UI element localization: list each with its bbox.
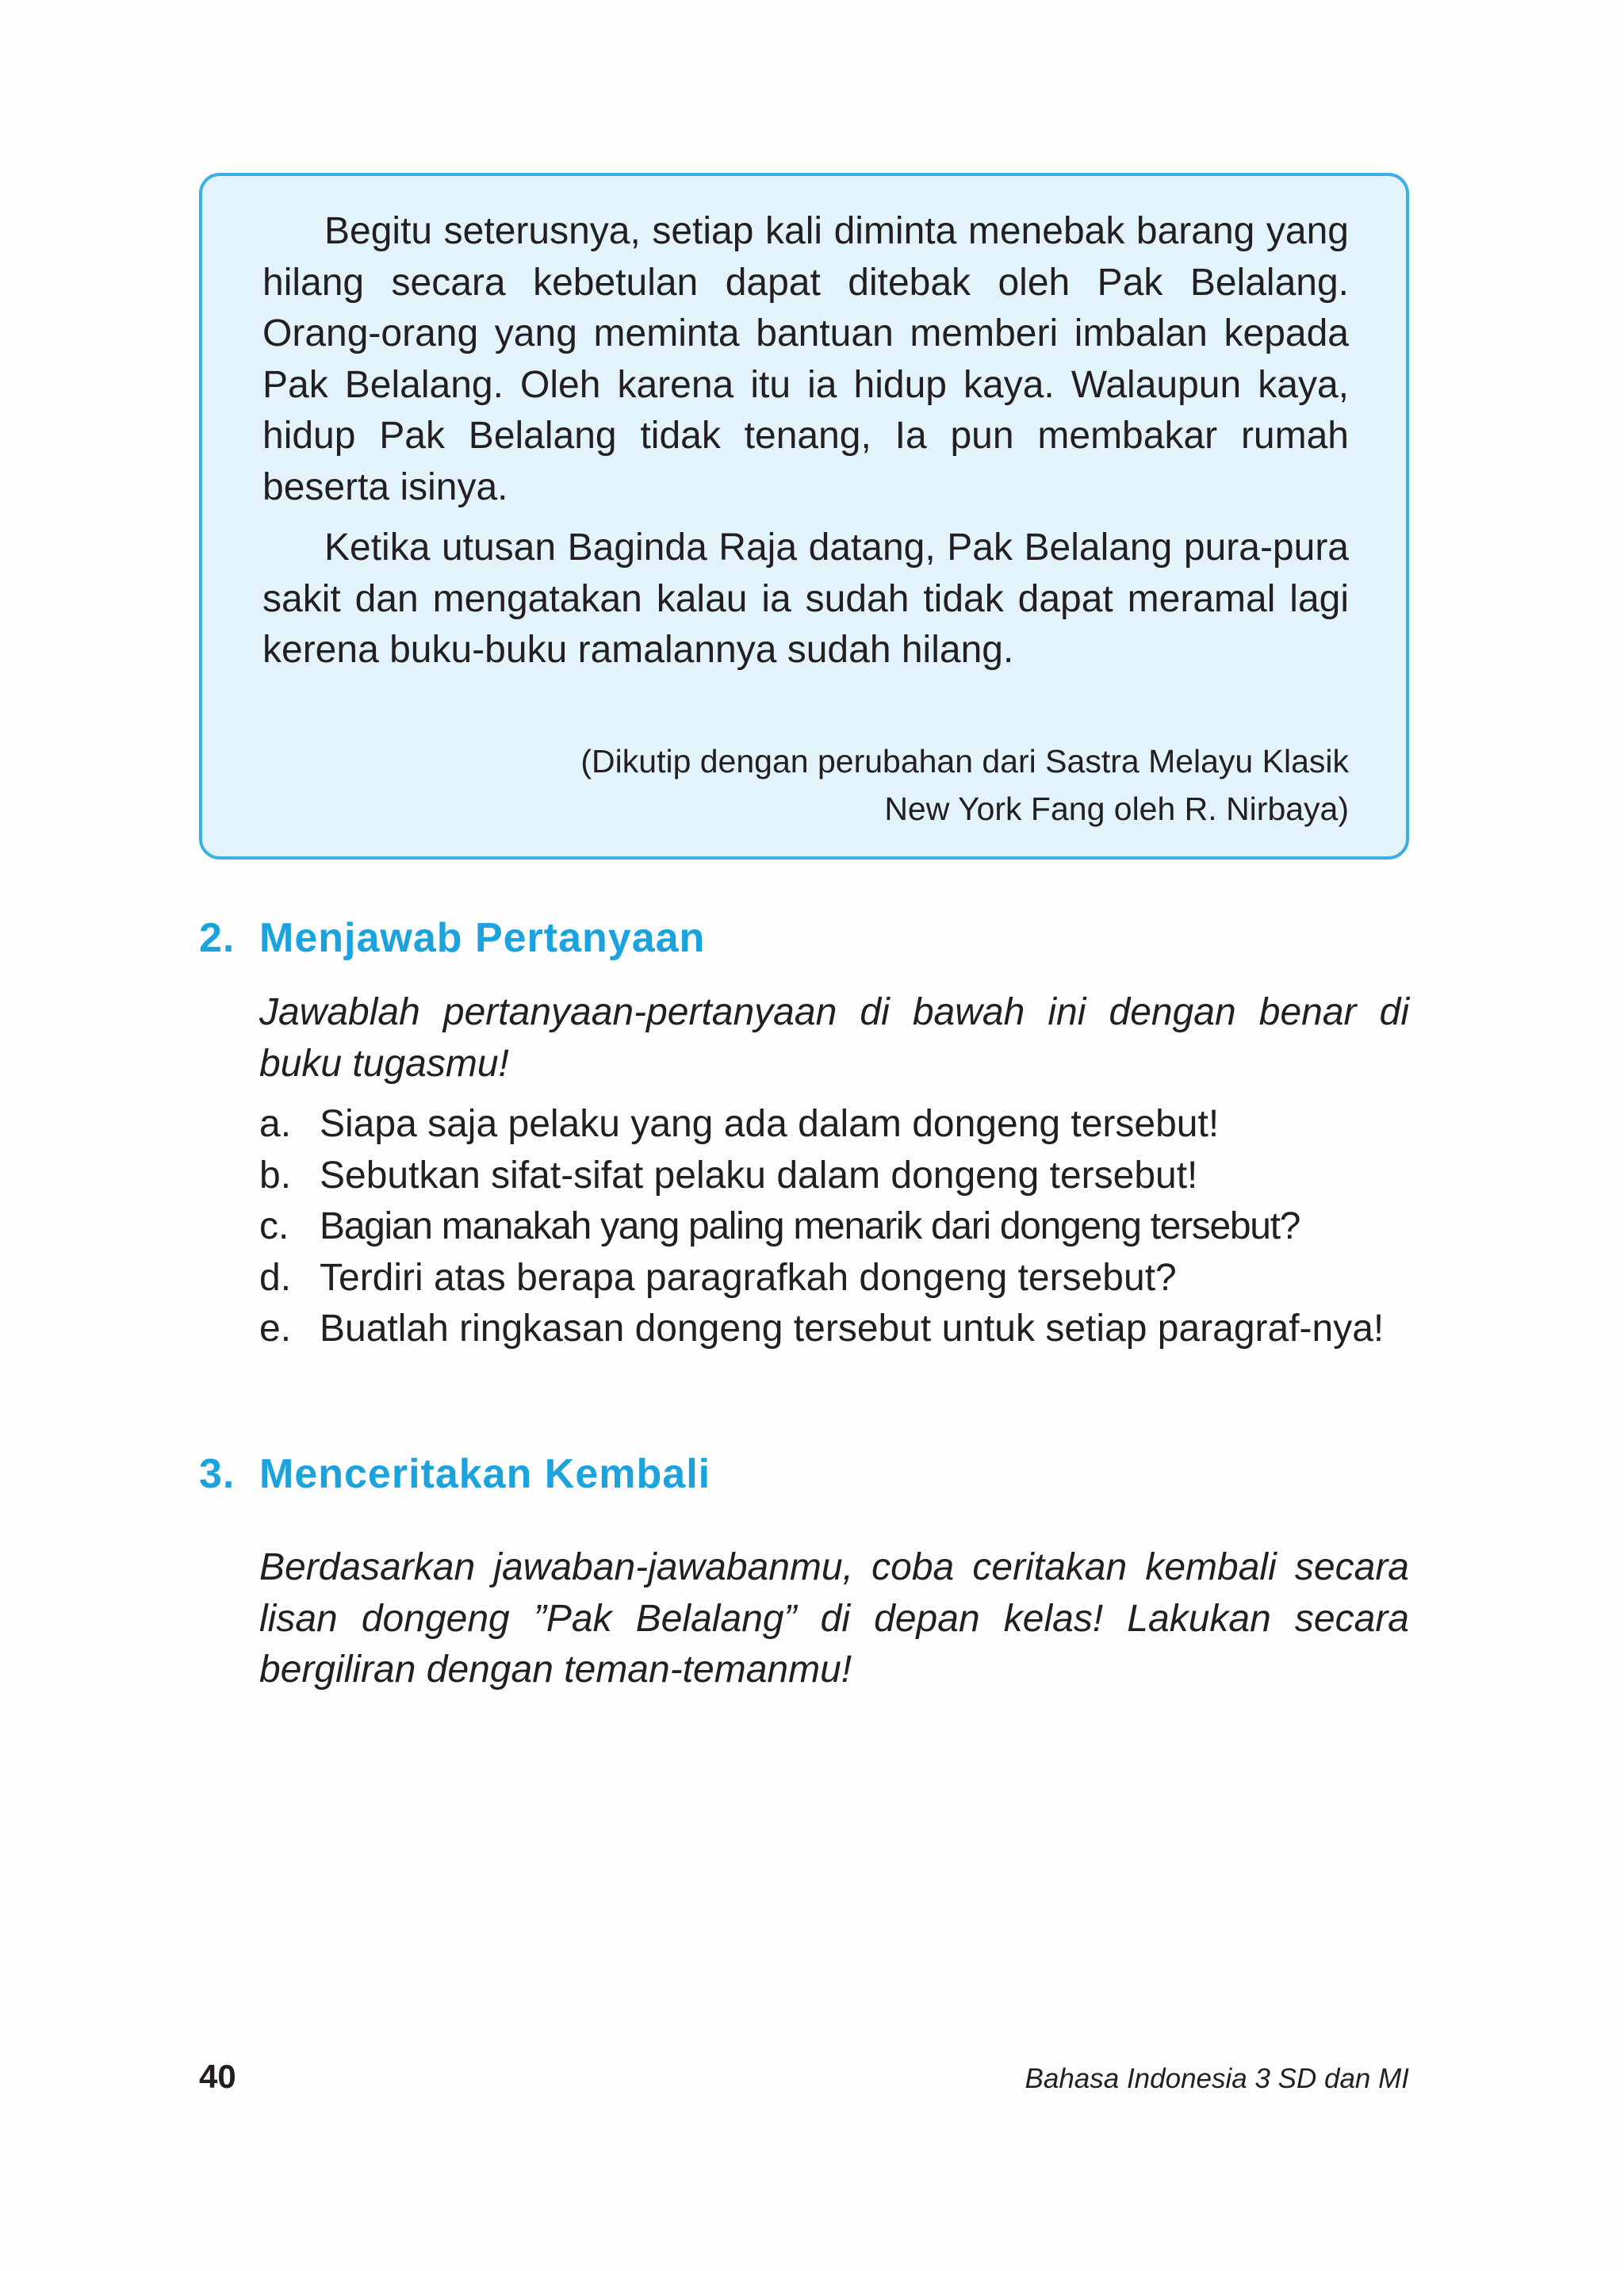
story-paragraph-1: Begitu seterusnya, setiap kali diminta menebak barang yang hilang secara kebetulan dapat ditebak oleh Pak Belalang. Orang-orang yang meminta bantuan memberi imbalan kepada Pak Belalang. Oleh karena itu ia hidup kaya. Walaupun kaya, hidup Pak Belalang tidak tenang, Ia pun membakar rumah beserta isinya. <box>262 210 1349 508</box>
section-2-number: 2. <box>199 915 236 961</box>
question-text: Terdiri atas berapa paragrafkah dongeng tersebut? <box>320 1256 1177 1299</box>
question-item-e <box>259 1304 1409 1355</box>
question-marker: c. <box>259 1205 289 1247</box>
question-text: Buatlah ringkasan dongeng tersebut untuk setiap paragraf-nya! <box>320 1308 1385 1350</box>
question-item-c <box>259 1201 1409 1253</box>
question-item-d <box>259 1253 1409 1304</box>
question-marker: d. <box>259 1256 292 1299</box>
story-excerpt-box <box>199 173 1409 860</box>
question-item-b <box>259 1151 1409 1202</box>
question-item-a <box>259 1099 1409 1151</box>
section-3-heading <box>199 1449 710 1499</box>
question-marker: a. <box>259 1103 292 1145</box>
story-source-citation <box>580 737 1349 833</box>
question-text: Bagian manakah yang paling menarik dari dongeng tersebut? <box>320 1205 1300 1247</box>
question-marker: b. <box>259 1154 292 1197</box>
question-text: Siapa saja pelaku yang ada dalam dongeng tersebut! <box>320 1103 1220 1145</box>
section-3-instruction: Berdasarkan jawaban-jawabanmu, coba ceritakan kembali secara lisan dongeng ”Pak Belalang” di depan kelas! Lakukan secara bergiliran dengan teman-temanmu! <box>259 1546 1409 1691</box>
section-3-number: 3. <box>199 1451 236 1497</box>
section-2-instruction: Jawablah pertanyaan-pertanyaan di bawah ini dengan benar di buku tugasmu! <box>259 991 1409 1085</box>
question-marker: e. <box>259 1308 292 1350</box>
source-line-1: (Dikutip dengan perubahan dari Sastra Melayu Klasik <box>580 743 1349 779</box>
book-title-footer: Bahasa Indonesia 3 SD dan MI <box>1025 2063 1409 2094</box>
story-paragraph-2: Ketika utusan Baginda Raja datang, Pak Belalang pura-pura sakit dan mengatakan kalau ia sudah tidak dapat meramal lagi kerena buku-buku ramalannya sudah hilang. <box>262 527 1349 671</box>
section-2-title: Menjawab Pertanyaan <box>259 915 706 961</box>
question-list <box>259 1099 1409 1355</box>
page-number: 40 <box>199 2058 236 2095</box>
source-line-2: New York Fang oleh R. Nirbaya) <box>884 791 1349 827</box>
section-3-title: Menceritakan Kembali <box>259 1451 711 1497</box>
question-text: Sebutkan sifat-sifat pelaku dalam dongeng tersebut! <box>320 1154 1198 1197</box>
section-2-heading <box>199 913 705 963</box>
